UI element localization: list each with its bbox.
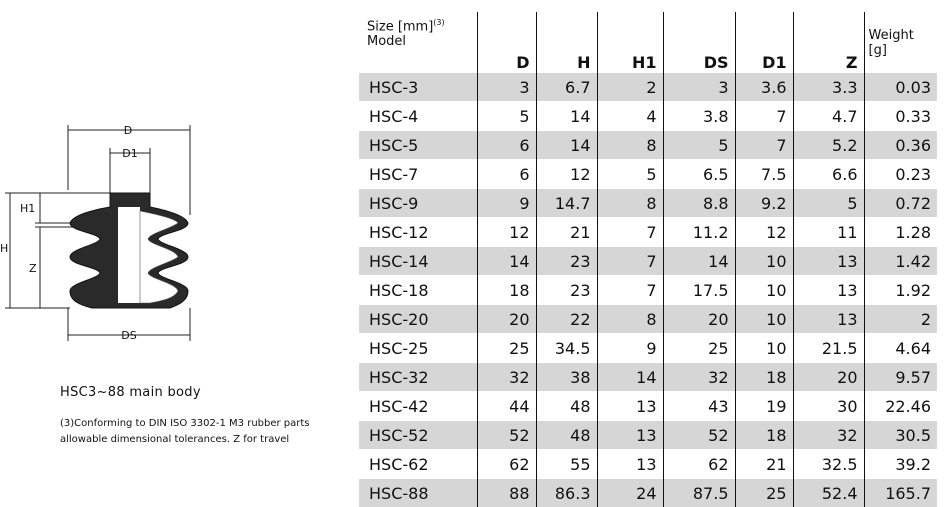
value-cell: 21 [735, 450, 793, 479]
value-cell: 12 [735, 218, 793, 247]
table-row [359, 102, 937, 131]
value-cell: 14 [536, 102, 597, 131]
value-cell: 2 [597, 73, 663, 102]
value-cell: 30 [793, 392, 864, 421]
header-d: D [477, 12, 536, 73]
table-header-row [359, 12, 937, 73]
value-cell: 7.5 [735, 160, 793, 189]
label-h: H [0, 242, 8, 255]
value-cell: 13 [793, 305, 864, 334]
value-cell: 0.72 [864, 189, 937, 218]
table-row [359, 421, 937, 450]
value-cell: 13 [597, 392, 663, 421]
value-cell: 20 [663, 305, 735, 334]
value-cell: 14 [663, 247, 735, 276]
value-cell: 12 [477, 218, 536, 247]
value-cell: 4.64 [864, 334, 937, 363]
tolerance-note-line-2: allowable dimensional tolerances. Z for travel [60, 432, 310, 448]
value-cell: 21.5 [793, 334, 864, 363]
model-cell: HSC-5 [359, 131, 477, 160]
tolerance-note [60, 416, 310, 448]
model-cell: HSC-4 [359, 102, 477, 131]
value-cell: 13 [597, 450, 663, 479]
model-cell: HSC-32 [359, 363, 477, 392]
value-cell: 4 [597, 102, 663, 131]
value-cell: 5 [663, 131, 735, 160]
value-cell: 23 [536, 247, 597, 276]
value-cell: 25 [663, 334, 735, 363]
model-cell: HSC-62 [359, 450, 477, 479]
label-d: D [124, 124, 132, 137]
value-cell: 62 [477, 450, 536, 479]
value-cell: 19 [735, 392, 793, 421]
suction-cup-diagram [0, 115, 210, 355]
value-cell: 3.6 [735, 73, 793, 102]
value-cell: 5 [793, 189, 864, 218]
value-cell: 11.2 [663, 218, 735, 247]
value-cell: 11 [793, 218, 864, 247]
value-cell: 6.5 [663, 160, 735, 189]
value-cell: 6.6 [793, 160, 864, 189]
value-cell: 6.7 [536, 73, 597, 102]
value-cell: 32 [477, 363, 536, 392]
table-row [359, 247, 937, 276]
model-cell: HSC-42 [359, 392, 477, 421]
table-row [359, 479, 937, 507]
value-cell: 7 [735, 102, 793, 131]
value-cell: 12 [536, 160, 597, 189]
header-h: H [536, 12, 597, 73]
model-cell: HSC-14 [359, 247, 477, 276]
value-cell: 1.42 [864, 247, 937, 276]
value-cell: 9.2 [735, 189, 793, 218]
value-cell: 44 [477, 392, 536, 421]
value-cell: 39.2 [864, 450, 937, 479]
value-cell: 0.03 [864, 73, 937, 102]
value-cell: 1.28 [864, 218, 937, 247]
value-cell: 5 [597, 160, 663, 189]
value-cell: 21 [536, 218, 597, 247]
value-cell: 13 [793, 276, 864, 305]
model-cell: HSC-12 [359, 218, 477, 247]
value-cell: 25 [735, 479, 793, 507]
value-cell: 0.23 [864, 160, 937, 189]
value-cell: 18 [735, 363, 793, 392]
tolerance-note-line-1: (3)Conforming to DIN ISO 3302-1 M3 rubber parts [60, 416, 310, 432]
value-cell: 22 [536, 305, 597, 334]
value-cell: 18 [477, 276, 536, 305]
table-body [359, 73, 937, 507]
value-cell: 52 [663, 421, 735, 450]
value-cell: 8.8 [663, 189, 735, 218]
table-row [359, 305, 937, 334]
value-cell: 5.2 [793, 131, 864, 160]
value-cell: 14 [597, 363, 663, 392]
value-cell: 8 [597, 131, 663, 160]
model-cell: HSC-52 [359, 421, 477, 450]
value-cell: 2 [864, 305, 937, 334]
value-cell: 6 [477, 160, 536, 189]
value-cell: 10 [735, 247, 793, 276]
value-cell: 20 [477, 305, 536, 334]
value-cell: 34.5 [536, 334, 597, 363]
model-cell: HSC-25 [359, 334, 477, 363]
value-cell: 4.7 [793, 102, 864, 131]
value-cell: 17.5 [663, 276, 735, 305]
model-cell: HSC-18 [359, 276, 477, 305]
value-cell: 32.5 [793, 450, 864, 479]
model-cell: HSC-9 [359, 189, 477, 218]
header-d1: D1 [735, 12, 793, 73]
label-z: Z [29, 262, 37, 275]
diagram-caption: HSC3~88 main body [60, 385, 201, 400]
value-cell: 13 [597, 421, 663, 450]
value-cell: 23 [536, 276, 597, 305]
value-cell: 86.3 [536, 479, 597, 507]
header-weight: Weight [g] [864, 12, 937, 73]
value-cell: 7 [735, 131, 793, 160]
value-cell: 9 [597, 334, 663, 363]
value-cell: 0.33 [864, 102, 937, 131]
table-row [359, 276, 937, 305]
table-row [359, 131, 937, 160]
header-ds: DS [663, 12, 735, 73]
value-cell: 5 [477, 102, 536, 131]
table-row [359, 363, 937, 392]
value-cell: 48 [536, 392, 597, 421]
value-cell: 10 [735, 334, 793, 363]
value-cell: 48 [536, 421, 597, 450]
value-cell: 8 [597, 305, 663, 334]
value-cell: 3.3 [793, 73, 864, 102]
value-cell: 3 [663, 73, 735, 102]
label-ds: DS [121, 329, 136, 342]
value-cell: 38 [536, 363, 597, 392]
value-cell: 3 [477, 73, 536, 102]
value-cell: 25 [477, 334, 536, 363]
label-h1: H1 [20, 202, 35, 215]
value-cell: 14 [477, 247, 536, 276]
value-cell: 20 [793, 363, 864, 392]
model-cell: HSC-88 [359, 479, 477, 507]
value-cell: 1.92 [864, 276, 937, 305]
table-row [359, 218, 937, 247]
value-cell: 43 [663, 392, 735, 421]
specification-table [359, 12, 937, 507]
value-cell: 9.57 [864, 363, 937, 392]
value-cell: 52.4 [793, 479, 864, 507]
header-size-model: Size [mm]$^{(3)}$ Model [359, 12, 477, 73]
value-cell: 52 [477, 421, 536, 450]
value-cell: 9 [477, 189, 536, 218]
table-row [359, 189, 937, 218]
table-row [359, 450, 937, 479]
value-cell: 3.8 [663, 102, 735, 131]
label-d1: D1 [122, 147, 137, 160]
value-cell: 10 [735, 305, 793, 334]
value-cell: 7 [597, 276, 663, 305]
value-cell: 32 [793, 421, 864, 450]
value-cell: 22.46 [864, 392, 937, 421]
value-cell: 13 [793, 247, 864, 276]
value-cell: 7 [597, 247, 663, 276]
value-cell: 14.7 [536, 189, 597, 218]
table-row [359, 73, 937, 102]
table-row [359, 334, 937, 363]
value-cell: 55 [536, 450, 597, 479]
value-cell: 14 [536, 131, 597, 160]
value-cell: 88 [477, 479, 536, 507]
value-cell: 165.7 [864, 479, 937, 507]
model-cell: HSC-3 [359, 73, 477, 102]
value-cell: 87.5 [663, 479, 735, 507]
table-row [359, 160, 937, 189]
value-cell: 0.36 [864, 131, 937, 160]
value-cell: 10 [735, 276, 793, 305]
model-cell: HSC-7 [359, 160, 477, 189]
value-cell: 62 [663, 450, 735, 479]
header-h1: H1 [597, 12, 663, 73]
value-cell: 6 [477, 131, 536, 160]
header-z: Z [793, 12, 864, 73]
model-cell: HSC-20 [359, 305, 477, 334]
value-cell: 18 [735, 421, 793, 450]
value-cell: 24 [597, 479, 663, 507]
value-cell: 7 [597, 218, 663, 247]
value-cell: 32 [663, 363, 735, 392]
table-row [359, 392, 937, 421]
value-cell: 30.5 [864, 421, 937, 450]
value-cell: 8 [597, 189, 663, 218]
